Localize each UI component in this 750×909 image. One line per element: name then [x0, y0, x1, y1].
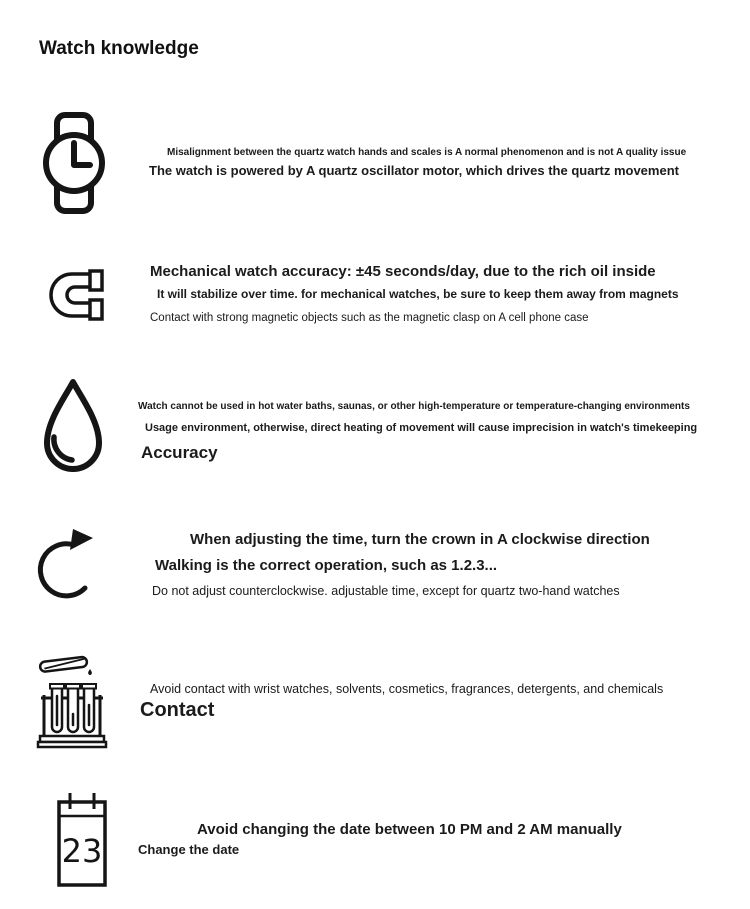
clockwise-sub-line: Walking is the correct operation, such as 1.2.3... — [155, 557, 498, 574]
clockwise-note-line: Do not adjust counterclockwise. adjustable time, except for quartz two-hand watches — [152, 584, 620, 598]
contact-heading: Contact — [140, 699, 215, 721]
magnet-icon — [44, 264, 106, 326]
date-headline: Avoid changing the date between 10 PM and 2 AM manually — [197, 821, 622, 838]
clockwise-arrow-icon — [36, 526, 102, 610]
chemical-note-line: Avoid contact with wrist watches, solvents, cosmetics, fragrances, detergents, and chemicals — [150, 682, 664, 696]
magnet-note-line: Contact with strong magnetic objects such as the magnetic clasp on A cell phone case — [150, 312, 589, 324]
quartz-main-line: The watch is powered by A quartz oscillator motor, which drives the quartz movement — [149, 163, 679, 178]
temperature-sub-line: Usage environment, otherwise, direct heating of movement will cause imprecision in watch's timekeeping — [145, 422, 698, 434]
water-drop-icon — [38, 377, 108, 479]
date-sub-line: Change the date — [138, 842, 240, 857]
wristwatch-icon — [40, 112, 108, 214]
calendar-icon — [56, 792, 108, 888]
accuracy-heading: Accuracy — [141, 443, 218, 462]
page-title: Watch knowledge — [39, 38, 199, 59]
magnet-headline: Mechanical watch accuracy: ±45 seconds/day, due to the rich oil inside — [150, 263, 656, 280]
calendar-day-number: 23 — [61, 832, 103, 870]
test-tubes-icon — [36, 648, 108, 750]
temperature-note-line: Watch cannot be used in hot water baths, saunas, or other high-temperature or temperature-changing environments — [138, 401, 690, 412]
magnet-sub-line: It will stabilize over time. for mechanical watches, be sure to keep them away from magnets — [157, 287, 679, 301]
quartz-note-line: Misalignment between the quartz watch hands and scales is A normal phenomenon and is not A quality issue — [167, 147, 687, 158]
clockwise-headline: When adjusting the time, turn the crown in A clockwise direction — [190, 531, 650, 548]
